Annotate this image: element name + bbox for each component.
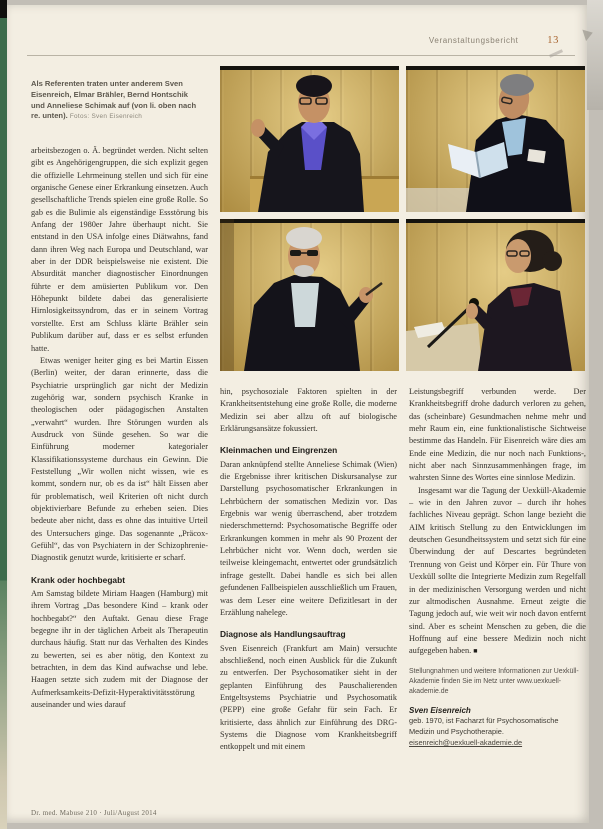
photo-grid	[220, 66, 586, 378]
photo-speaker-schimak	[406, 219, 585, 371]
article-paragraph: Leistungsbegriff verbunden werde. Der Krankheitsbegriff drohe dadurch verloren zu gehen, das (scheinbare) Gesundmachen nehme mehr und mehr Raum ein, eine funktionalistische Sichtweise bestimme das Handeln. Für Eisenreich wäre dies am Ende eine Medizin, die nur noch nach Funktions-, nicht aber nach Sinnzusammenhängen frage, im wahrsten Sinne des Wortes eine sinnlose Medizin.	[409, 387, 586, 483]
page-header	[429, 35, 559, 46]
article-paragraph: Etwas weniger heiter ging es bei Martin Eissen (Berlin) weiter, der daran erinnerte, dass die Psychiatrie ursprünglich gar nicht der Medizin zugehörig war, sondern psychisch Kranke in theologischen oder pädagogischen Anstalten „verwahrt“ wurden. Ihre Störungen wurden als Ausdruck von Sünde gesehen. So war die Einführung moderner kategorialer Klassifikationssysteme durchaus ein Gewinn. Die Feststellung „Wir wollen nicht wissen, wie es kommt, sondern nur, ob es da ist“ hält Eissen aber für problematisch, weil Kriterien oft nicht durch objektivierbare Befunde zu erheben seien. Dies bedeute aber nicht, dass es ohne das intuitive Urteil des Untersuchers ginge. Das sogenannte „Präcox-Gefühl“, das von Psychiatern in der Schizophrenie-Diagnostik genutzt wurde, kritisierte er scharf.	[31, 355, 208, 563]
section-heading-kleinmachen: Kleinmachen und Eingrenzen	[220, 445, 338, 456]
photo-caption	[31, 79, 203, 122]
journal-imprint: Dr. med. Mabuse 210 · Juli/August 2014	[31, 809, 157, 817]
article-paragraph-text: Insgesamt war die Tagung der Uexküll-Akademie – wie in den Jahren zuvor – durch ihr hohes fachliches Niveau geprägt. Schon lange bezieht die AIM kritisch Stellung zu den Entwicklungen im deutschen Gesundheitssystem und setzt sich für eine Überwindung der auf Descartes begründeten Trennung von Geist und Körper ein. Für Thure von Uexküll sollte die Integrierte Medizin zum Regelfall in der medizinischen Versorgung werden und nicht zur altmodischen Ausnahme. Erneut zeigte die Tagung jedoch auf, wie weit wir noch davon entfernt sind. Aber es scheint Menschen zu geben, die die Hoffnung auf eine bessere Medizin noch nicht aufgegeben haben.	[409, 485, 586, 656]
photo-credit: Fotos: Sven Eisenreich	[69, 113, 143, 121]
article-paragraph	[409, 485, 586, 658]
author-box	[409, 705, 586, 749]
section-heading-krank-oder-hochbegabt: Krank oder hochbegabt	[31, 574, 125, 585]
speaker-silhouette-icon	[406, 219, 585, 371]
article-paragraph: Am Samstag bildete Miriam Haagen (Hamburg) mit ihrem Vortrag „Das besondere Kind – krank oder hochbegabt?“ den Auftakt. Genau diese Frage begegne ihr in der täglichen Arbeit als Therapeutin durchaus häufig. Statt nur das Verhalten des Kindes zu bewerten, sei es aber nötig, den Kontext zu betrachten, in dem das Kind aufwachse und lebe. Haagen setzte sich zudem mit der Diagnose der Aufmerksamkeits-Defizit-Hyperaktivitätsstörung auseinander und wies darauf	[31, 589, 208, 710]
page-curl-artifact	[587, 0, 603, 110]
article-end-marker: ■	[473, 647, 480, 656]
author-bio: geb. 1970, ist Facharzt für Psychosomatische Medizin und Psychotherapie.	[409, 716, 559, 736]
page-number: 13	[547, 35, 559, 46]
section-heading-diagnose: Diagnose als Handlungsauftrag	[220, 629, 346, 640]
photo-caption-text: Als Referenten traten unter anderem Sven Eisenreich, Elmar Brähler, Bernd Hontschik und Anneliese Schimak auf (von li. oben nach re. unten).	[31, 79, 197, 121]
article-paragraph: Daran anknüpfend stellte Anneliese Schimak (Wien) die Ergebnisse ihrer kritischen Diskursanalyse zur Darstellung psychosomatischer Erkrankungen in Lehrbüchern der somatischen Medizin vor. Das Ergebnis war wenig überraschend, aber trotzdem niederschmetternd: Psychosomatische Begriffe oder Erkrankungen kommen in mehr als 90 Prozent der Lehrbücher nicht vor. Wenn doch, werden sie teilweise kleingemacht, entwertet oder grundsätzlich infrage gestellt. Dabei handle es sich bei allen gefundenen Fallbeispielen ausschließlich um Frauen, was dem Leser eine weitere Defizitlesart in der Erzählung nahelege.	[220, 459, 397, 617]
article-paragraph: hin, psychosoziale Faktoren spielten in der Krankheitsentstehung eine große Rolle, die moderne Medizin sei aber allzu oft auf biologische Erklärungsansätze fokussiert.	[220, 387, 397, 434]
section-label: Veranstaltungsbericht	[428, 36, 519, 45]
text-column-3	[409, 386, 586, 801]
text-column-2	[220, 386, 397, 801]
info-note: Stellungnahmen und weitere Informationen zur Uexküll-Akademie finden Sie im Netz unter www.uexkuell-akademie.de	[409, 667, 579, 695]
photo-row-2	[220, 219, 586, 371]
text-column-1	[31, 145, 208, 801]
author-email: eisenreich@uexkuell-akademie.de	[409, 737, 523, 747]
article-paragraph: arbeitsbezogen o. Ä. begründet werden. Nicht selten gibt es Angehörigengruppen, die sich explizit gegen die offizielle Lehrmeinung stellen und sich für eine organische Genese einer Erkrankung einsetzen. Auch gesellschaftliche Trends spielen eine große Rolle. So gab es die Bulimie als eigenständige Essstörung bis Anfang der 1980er Jahre überhaupt nicht. Sie entstand in den USA infolge eines Diätwahns, fand dann ihren Weg nach Europa und Deutschland, war aber in der DDR beispielsweise nie existent. Die Absurdität mancher diagnostischer Einordnungen führte er dem amüsierten Publikum vor. Den Höhepunkt bildete dabei das generalisierte Hirnlosigkeitssyndrom, das er in seinem Vortrag vorstellte. Erst am Schluss klärte Brähler sein Publikum darüber auf, dass er es selbst erfunden hatte.	[31, 146, 208, 353]
speaker-silhouette-icon	[220, 66, 399, 212]
magazine-spine-edge	[0, 0, 7, 829]
photo-speaker-braehler	[406, 66, 585, 212]
header-rule	[27, 55, 575, 56]
speaker-silhouette-icon	[406, 66, 585, 212]
photo-speaker-eisenreich	[220, 66, 399, 212]
page-surface	[7, 5, 589, 823]
photo-row-1	[220, 66, 586, 212]
photo-speaker-hontschik	[220, 219, 399, 371]
author-name: Sven Eisenreich	[409, 705, 471, 715]
article-paragraph: Sven Eisenreich (Frankfurt am Main) versuchte abschließend, noch einen Ausblick für die Zukunft zu entwerfen. Der Psychosomatiker sieht in der geplanten Einführung des Pauschalierenden Entgeltsystems Psychiatrie und Psychosomatik (PEPP) eine große Gefahr für sein Fach. Er kritisierte, dass ähnlich zur Einführung des DRG-Systems die Diagnose vom Krankheitsbegriff entkoppelt und mit einem	[220, 643, 397, 752]
speaker-silhouette-icon	[220, 219, 399, 371]
